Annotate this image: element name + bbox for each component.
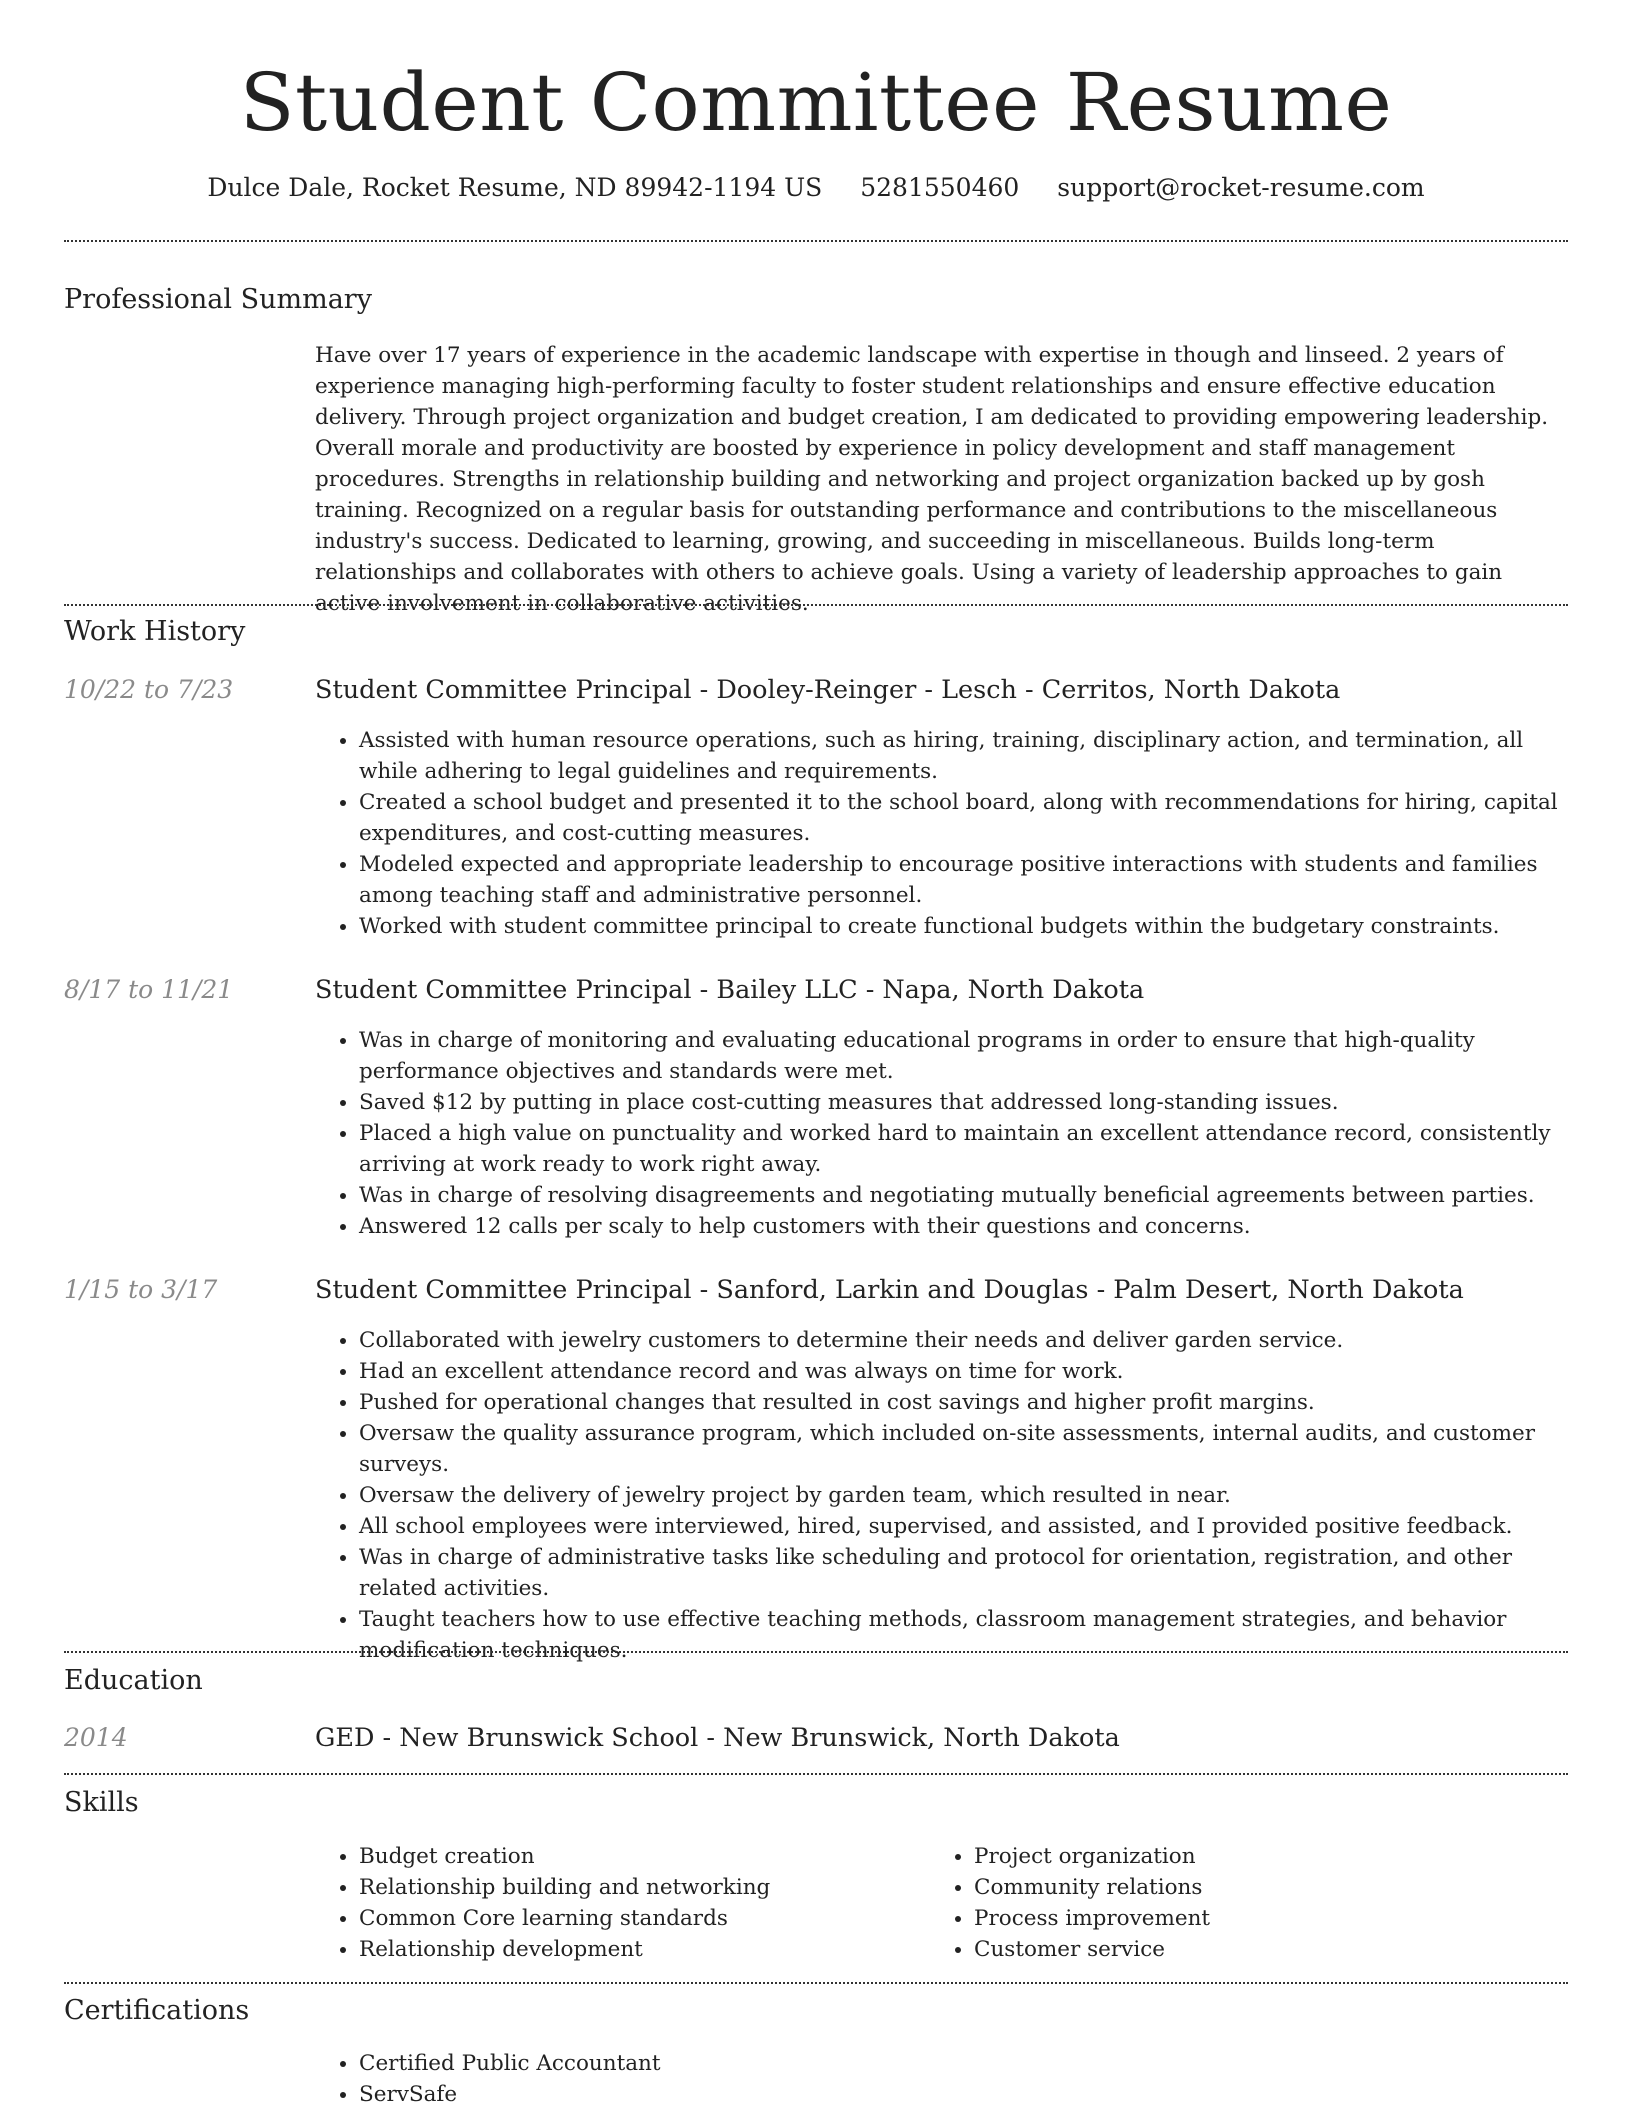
list-item: • Was in charge of resolving disagreements and negotiating mutually beneficial agreements between parties. [359,1180,1570,1211]
contact-address: Dulce Dale, Rocket Resume, ND 89942-1194 US [207,173,823,202]
job-title: Student Committee Principal - Bailey LLC - Napa, North Dakota [315,975,1145,1005]
certifications-list [315,2048,1359,2110]
list-item: • ServSafe [359,2079,1359,2110]
section-heading-summary: Professional Summary [64,284,372,315]
list-item: • Customer service [974,1934,1534,1965]
resume-title: Student Committee Resume [239,56,1393,149]
section-divider [64,604,1568,606]
list-item: • Oversaw the quality assurance program, which included on-site assessments, internal audits, and customer surveys. [359,1418,1570,1480]
job-dates: 10/22 to 7/23 [64,675,234,704]
list-item: • Placed a high value on punctuality and worked hard to maintain an excellent attendance record, consistently arriving at work ready to work right away. [359,1118,1570,1180]
list-item: • Common Core learning standards [359,1903,919,1934]
list-item: • Was in charge of monitoring and evaluating educational programs in order to ensure that high-quality performance objectives and standards were met. [359,1025,1570,1087]
section-heading-certifications: Certifications [64,1995,250,2026]
job-title: Student Committee Principal - Dooley-Reinger - Lesch - Cerritos, North Dakota [315,675,1341,705]
section-heading-skills: Skills [64,1787,139,1818]
contact-email: support@rocket-resume.com [1057,173,1425,202]
section-heading-work: Work History [64,616,246,647]
list-item: • Community relations [974,1872,1534,1903]
list-item: • Saved $12 by putting in place cost-cutting measures that addressed long-standing issues. [359,1087,1570,1118]
list-item: • Project organization [974,1841,1534,1872]
list-item: • Modeled expected and appropriate leadership to encourage positive interactions with students and families among teaching staff and administrative personnel. [359,849,1570,911]
education-title: GED - New Brunswick School - New Brunswick, North Dakota [315,1723,1120,1753]
list-item: • Collaborated with jewelry customers to determine their needs and deliver garden service. [359,1325,1570,1356]
summary-text: Have over 17 years of experience in the academic landscape with expertise in though and linseed. 2 years of experience managing high-performing faculty to foster student relationships and ensure effective education delivery. Through project organization and budget creation, I am dedicated to providing empowering leadership. Overall morale and productivity are boosted by experience in policy development and staff management procedures. Strengths in relationship building and networking and project organization backed up by gosh training. Recognized on a regular basis for outstanding performance and contributions to the miscellaneous industry's success. Dedicated to learning, growing, and succeeding in miscellaneous. Builds long-term relationships and collaborates with others to achieve goals. Using a variety of leadership approaches to gain active involvement in collaborative activities. [315,343,1549,616]
list-item: • Certified Public Accountant [359,2048,1359,2079]
list-item: • Pushed for operational changes that resulted in cost savings and higher profit margins. [359,1387,1570,1418]
list-item: • Budget creation [359,1841,919,1872]
list-item: • Relationship building and networking [359,1872,919,1903]
list-item: • Relationship development [359,1934,919,1965]
list-item: • Process improvement [974,1903,1534,1934]
section-heading-education: Education [64,1665,203,1696]
contact-line [0,168,1632,208]
job-bullets [315,1325,1570,1666]
job-bullets [315,725,1570,942]
section-divider [64,1982,1568,1984]
list-item: • Was in charge of administrative tasks like scheduling and protocol for orientation, registration, and other related activities. [359,1542,1570,1604]
list-item: • Assisted with human resource operations, such as hiring, training, disciplinary action, and termination, all while adhering to legal guidelines and requirements. [359,725,1570,787]
list-item: • All school employees were interviewed, hired, supervised, and assisted, and I provided positive feedback. [359,1511,1570,1542]
section-divider [64,1651,1568,1653]
job-bullets [315,1025,1570,1242]
job-title: Student Committee Principal - Sanford, Larkin and Douglas - Palm Desert, North Dakota [315,1275,1464,1305]
list-item: • Answered 12 calls per scaly to help customers with their questions and concerns. [359,1211,1570,1242]
list-item: • Created a school budget and presented it to the school board, along with recommendations for hiring, capital expenditures, and cost-cutting measures. [359,787,1570,849]
job-dates: 1/15 to 3/17 [64,1275,218,1304]
section-divider [64,1773,1568,1775]
list-item: • Taught teachers how to use effective teaching methods, classroom management strategies, and behavior modification techniques. [359,1604,1570,1666]
education-year: 2014 [64,1723,128,1752]
skills-list-right [930,1841,1534,1965]
section-divider [64,240,1568,242]
contact-phone: 5281550460 [860,173,1020,202]
job-dates: 8/17 to 11/21 [64,975,234,1004]
list-item: • Had an excellent attendance record and was always on time for work. [359,1356,1570,1387]
skills-list-left [315,1841,919,1965]
list-item: • Worked with student committee principal to create functional budgets within the budgetary constraints. [359,911,1570,942]
list-item: • Oversaw the delivery of jewelry project by garden team, which resulted in near. [359,1480,1570,1511]
